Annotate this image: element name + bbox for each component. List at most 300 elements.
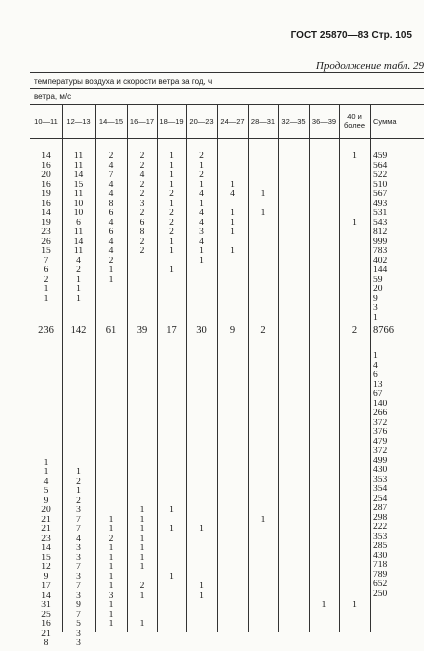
table-cell: 459: [373, 152, 388, 161]
table-cell: [248, 601, 278, 611]
table-cell: 4: [199, 218, 204, 228]
table-cell: [186, 411, 217, 421]
table-cell: 144: [373, 266, 388, 275]
table-cell: 4: [108, 190, 114, 199]
table-cell: 718: [373, 561, 388, 570]
column-block1: [30, 152, 62, 304]
table-cell: 15: [41, 553, 51, 563]
table-cell: [248, 200, 278, 210]
table-cell: [278, 152, 309, 162]
table-cell: 3: [199, 228, 204, 237]
table-cell: 652: [373, 580, 388, 589]
table-cell: [339, 630, 370, 640]
table-cell: [248, 402, 278, 412]
table-cell: 1: [230, 209, 235, 218]
table-cell: [278, 506, 309, 516]
table-cell: [157, 468, 186, 478]
table-cell: [339, 459, 370, 469]
table-cell: 1: [169, 506, 174, 515]
table-cell: 783: [373, 247, 388, 256]
column-block1: [127, 152, 157, 304]
table-cell: [217, 497, 248, 507]
table-cell: [186, 276, 217, 286]
column-header: 36—39: [311, 116, 337, 126]
table-divider: [30, 104, 424, 105]
table-cell: 1: [43, 468, 49, 477]
table-cell: 1: [76, 487, 81, 496]
table-cell: [186, 620, 217, 630]
table-cell: [248, 497, 278, 507]
table-cell: [127, 601, 157, 611]
table-cell: 10: [73, 209, 84, 218]
table-cell: 1: [169, 161, 174, 171]
table-cell: 16: [41, 180, 51, 190]
table-cell: [157, 449, 186, 459]
table-cell: 1: [108, 266, 114, 275]
table-cell: [339, 209, 370, 219]
column-header: 10—11: [34, 116, 58, 126]
table-cell: [248, 162, 278, 172]
table-cell: 140: [373, 399, 388, 409]
table-cell: [248, 228, 278, 238]
table-cell: [278, 544, 309, 554]
table-cell: 376: [373, 428, 388, 437]
table-cell: [339, 544, 370, 554]
table-cell: 999: [373, 237, 388, 247]
table-cell: [217, 468, 248, 478]
table-cell: [95, 459, 127, 469]
table-cell: [339, 449, 370, 459]
column-header: 16—17: [129, 116, 155, 126]
table-cell: [278, 209, 309, 219]
table-cell: 1: [108, 620, 114, 629]
table-cell: 16: [41, 620, 51, 629]
table-cell: [278, 238, 309, 248]
table-cell: 2: [199, 152, 204, 161]
table-cell: [95, 639, 127, 649]
table-cell: [309, 592, 339, 602]
table-cell: [309, 228, 339, 238]
table-cell: 1: [230, 180, 235, 190]
table-cell: [278, 219, 309, 229]
table-cell: [127, 257, 157, 267]
table-cell: 12: [41, 563, 51, 572]
table-cell: 298: [373, 513, 388, 523]
table-cell: [248, 554, 278, 564]
table-cell: [339, 392, 370, 402]
table-cell: [157, 478, 186, 488]
table-cell: [127, 459, 157, 469]
table-cell: 21: [41, 525, 51, 534]
column-block2: [278, 392, 309, 649]
table-cell: 1: [108, 563, 114, 572]
table-cell: [339, 276, 370, 286]
column-header: 40 и более: [343, 112, 366, 130]
table-cell: 2: [108, 256, 114, 266]
table-cell: [248, 639, 278, 649]
table-cell: [157, 535, 186, 545]
table-cell: [157, 459, 186, 469]
table-continuation-label: Продолжение табл. 29: [315, 60, 424, 72]
table-cell: [339, 228, 370, 238]
table-cell: [278, 468, 309, 478]
table-cell: [217, 266, 248, 276]
table-cell: [186, 285, 217, 295]
table-cell: [95, 630, 127, 640]
table-cell: 19: [41, 218, 51, 228]
table-cell: [248, 295, 278, 305]
column-block1: [157, 152, 186, 304]
table-cell: [278, 430, 309, 440]
table-cell: [186, 440, 217, 450]
table-cell: [127, 468, 157, 478]
table-cell: 1: [108, 601, 114, 610]
column-total: 2: [351, 325, 358, 336]
table-cell: 353: [373, 532, 388, 542]
table-cell: [217, 525, 248, 535]
table-cell: 4: [108, 218, 114, 228]
table-cell: [157, 257, 186, 267]
table-cell: [62, 411, 95, 421]
table-cell: [248, 421, 278, 431]
table-cell: 5: [76, 620, 81, 629]
table-cell: 16: [41, 199, 51, 209]
table-cell: [278, 582, 309, 592]
table-cell: [127, 573, 157, 583]
table-cell: [339, 402, 370, 412]
table-cell: [248, 171, 278, 181]
table-cell: [278, 285, 309, 295]
table-cell: [157, 440, 186, 450]
table-cell: [95, 478, 127, 488]
table-cell: [217, 611, 248, 621]
table-cell: [248, 611, 278, 621]
table-cell: 14: [73, 171, 84, 180]
table-cell: [278, 516, 309, 526]
table-cell: [309, 516, 339, 526]
table-cell: [278, 487, 309, 497]
table-cell: 1: [373, 352, 378, 361]
table-cell: [309, 459, 339, 469]
table-cell: [339, 487, 370, 497]
table-cell: 1: [139, 553, 145, 563]
table-cell: [309, 468, 339, 478]
table-cell: [127, 430, 157, 440]
table-cell: 26: [41, 237, 51, 247]
table-cell: 2: [169, 218, 174, 228]
table-cell: [309, 525, 339, 535]
table-cell: 3: [76, 629, 81, 639]
column-total: 30: [196, 325, 207, 336]
table-cell: [30, 402, 62, 412]
table-cell: 430: [373, 551, 388, 561]
table-cell: [127, 487, 157, 497]
table-cell: [278, 611, 309, 621]
table-cell: 1: [139, 534, 145, 544]
table-cell: 789: [373, 570, 388, 580]
table-cell: 372: [373, 418, 388, 428]
table-cell: [309, 285, 339, 295]
table-cell: [157, 639, 186, 649]
table-cell: [339, 266, 370, 276]
table-cell: [186, 478, 217, 488]
table-cell: [248, 411, 278, 421]
table-cell: 1: [260, 190, 266, 199]
table-cell: 254: [373, 494, 388, 504]
table-cell: [278, 276, 309, 286]
table-cell: [339, 440, 370, 450]
table-cell: 1: [43, 294, 49, 304]
table-cell: 9: [43, 496, 49, 506]
table-cell: 3: [139, 199, 145, 209]
table-cell: [157, 554, 186, 564]
table-cell: [248, 535, 278, 545]
table-cell: 7: [76, 563, 81, 572]
page-header: ГОСТ 25870—83 Стр. 105: [290, 30, 412, 41]
table-cell: [309, 639, 339, 649]
table-cell: [186, 459, 217, 469]
table-cell: 2: [76, 266, 81, 275]
table-cell: [278, 630, 309, 640]
table-cell: [339, 171, 370, 181]
column-header: 14—15: [98, 116, 124, 126]
table-cell: 2: [139, 152, 145, 161]
table-cell: [339, 639, 370, 649]
table-cell: 2: [76, 496, 81, 506]
table-cell: 287: [373, 504, 388, 513]
table-cell: [127, 478, 157, 488]
table-cell: [309, 190, 339, 200]
table-cell: 4: [199, 190, 204, 199]
table-cell: [217, 478, 248, 488]
table-cell: [278, 620, 309, 630]
table-cell: [339, 421, 370, 431]
table-cell: [186, 497, 217, 507]
table-cell: [278, 171, 309, 181]
table-cell: [339, 162, 370, 172]
table-cell: 1: [260, 209, 266, 218]
table-cell: [217, 544, 248, 554]
table-cell: [62, 449, 95, 459]
table-cell: [248, 544, 278, 554]
table-cell: [186, 544, 217, 554]
table-cell: 20: [373, 285, 383, 294]
table-cell: [339, 181, 370, 191]
table-cell: [186, 563, 217, 573]
table-cell: [339, 238, 370, 248]
column-block2: [339, 392, 370, 649]
table-cell: 1: [139, 591, 145, 601]
table-cell: [309, 209, 339, 219]
table-cell: [339, 582, 370, 592]
column-block2: [248, 392, 278, 649]
table-cell: 4: [108, 180, 114, 190]
table-cell: [309, 276, 339, 286]
table-cell: [339, 506, 370, 516]
table-cell: [248, 563, 278, 573]
column-block1: [370, 152, 424, 323]
table-cell: [278, 421, 309, 431]
table-cell: 3: [76, 553, 81, 563]
table-cell: [127, 630, 157, 640]
table-cell: [278, 266, 309, 276]
table-cell: 23: [41, 228, 51, 237]
table-subheader: ветра, м/с: [34, 92, 72, 101]
table-cell: 543: [373, 218, 388, 228]
table-cell: [217, 535, 248, 545]
table-cell: 16: [41, 161, 51, 171]
table-cell: [278, 257, 309, 267]
table-divider: [30, 88, 424, 89]
table-cell: 266: [373, 409, 388, 418]
table-cell: 11: [73, 161, 84, 171]
table-cell: 6: [43, 266, 49, 275]
table-cell: 1: [352, 218, 357, 228]
table-cell: [186, 611, 217, 621]
table-cell: [309, 620, 339, 630]
table-cell: [62, 459, 95, 469]
table-cell: [186, 430, 217, 440]
table-cell: 372: [373, 447, 388, 456]
table-cell: 402: [373, 256, 388, 266]
table-cell: [217, 257, 248, 267]
table-cell: 1: [199, 256, 204, 266]
column-total: 17: [166, 325, 177, 336]
table-cell: 1: [139, 515, 145, 525]
table-cell: 1: [169, 237, 174, 247]
table-cell: 14: [41, 544, 51, 553]
table-cell: [278, 162, 309, 172]
table-cell: [95, 295, 127, 305]
table-cell: [309, 430, 339, 440]
column-total: 8766: [373, 325, 394, 336]
table-cell: [309, 487, 339, 497]
table-cell: [186, 506, 217, 516]
table-cell: 4: [230, 190, 235, 199]
table-cell: [217, 152, 248, 162]
table-cell: [157, 544, 186, 554]
table-cell: [217, 238, 248, 248]
table-cell: 2: [139, 190, 145, 199]
table-cell: 2: [169, 228, 174, 237]
table-cell: [248, 152, 278, 162]
table-cell: [309, 219, 339, 229]
table-cell: [248, 392, 278, 402]
table-cell: [248, 506, 278, 516]
table-cell: 1: [76, 294, 81, 304]
table-cell: 6: [76, 218, 81, 228]
table-cell: 4: [76, 256, 81, 266]
table-cell: [217, 295, 248, 305]
table-cell: 1: [108, 610, 114, 620]
table-cell: [248, 219, 278, 229]
table-cell: [30, 430, 62, 440]
table-cell: [339, 497, 370, 507]
table-cell: [186, 601, 217, 611]
table-cell: [339, 554, 370, 564]
table-cell: 31: [41, 601, 51, 610]
column-block2: [186, 392, 217, 649]
table-cell: 15: [41, 247, 51, 256]
table-cell: 1: [169, 180, 174, 190]
table-cell: [309, 171, 339, 181]
column-header: 20—23: [189, 116, 214, 126]
table-cell: 1: [139, 525, 145, 534]
column-block2: [217, 392, 248, 649]
table-cell: 67: [373, 390, 383, 399]
table-cell: [248, 620, 278, 630]
table-cell: 1: [76, 468, 81, 477]
table-cell: 1: [199, 180, 204, 190]
table-cell: [248, 459, 278, 469]
table-cell: [95, 497, 127, 507]
table-cell: 6: [373, 371, 378, 380]
table-cell: 2: [169, 190, 174, 199]
table-cell: 14: [41, 209, 51, 218]
table-cell: 1: [260, 515, 266, 525]
table-cell: 20: [41, 171, 51, 180]
table-cell: 2: [108, 152, 114, 161]
table-cell: [309, 181, 339, 191]
table-cell: [217, 630, 248, 640]
table-cell: [157, 592, 186, 602]
table-cell: [157, 601, 186, 611]
table-cell: 1: [199, 199, 204, 209]
table-cell: [248, 266, 278, 276]
table-cell: 20: [41, 506, 51, 515]
table-cell: 4: [199, 237, 204, 247]
table-cell: [217, 459, 248, 469]
table-cell: [309, 563, 339, 573]
table-cell: 222: [373, 523, 388, 532]
table-cell: [186, 449, 217, 459]
table-cell: 1: [43, 458, 49, 468]
table-cell: [309, 238, 339, 248]
table-cell: [278, 411, 309, 421]
table-cell: [217, 573, 248, 583]
table-cell: [95, 285, 127, 295]
table-cell: [248, 478, 278, 488]
table-cell: 1: [139, 620, 145, 629]
table-cell: [339, 573, 370, 583]
table-cell: 493: [373, 199, 388, 209]
table-cell: [309, 402, 339, 412]
table-cell: 2: [139, 247, 145, 256]
table-cell: [62, 402, 95, 412]
table-cell: [339, 257, 370, 267]
table-cell: [309, 506, 339, 516]
column-total: 61: [105, 325, 117, 336]
column-header: Сумма: [373, 116, 397, 126]
table-cell: [339, 430, 370, 440]
table-cell: [248, 247, 278, 257]
column-block2: [62, 392, 95, 649]
table-cell: [62, 430, 95, 440]
table-cell: [157, 392, 186, 402]
table-cell: 1: [199, 582, 204, 591]
table-cell: [278, 200, 309, 210]
table-cell: [309, 630, 339, 640]
table-cell: 1: [108, 525, 114, 534]
table-cell: [309, 421, 339, 431]
table-cell: [186, 516, 217, 526]
table-cell: 3: [76, 544, 81, 553]
table-cell: [186, 266, 217, 276]
table-cell: 1: [199, 247, 204, 256]
table-cell: 2: [139, 582, 145, 591]
table-cell: 479: [373, 437, 388, 447]
table-cell: 1: [108, 544, 114, 553]
